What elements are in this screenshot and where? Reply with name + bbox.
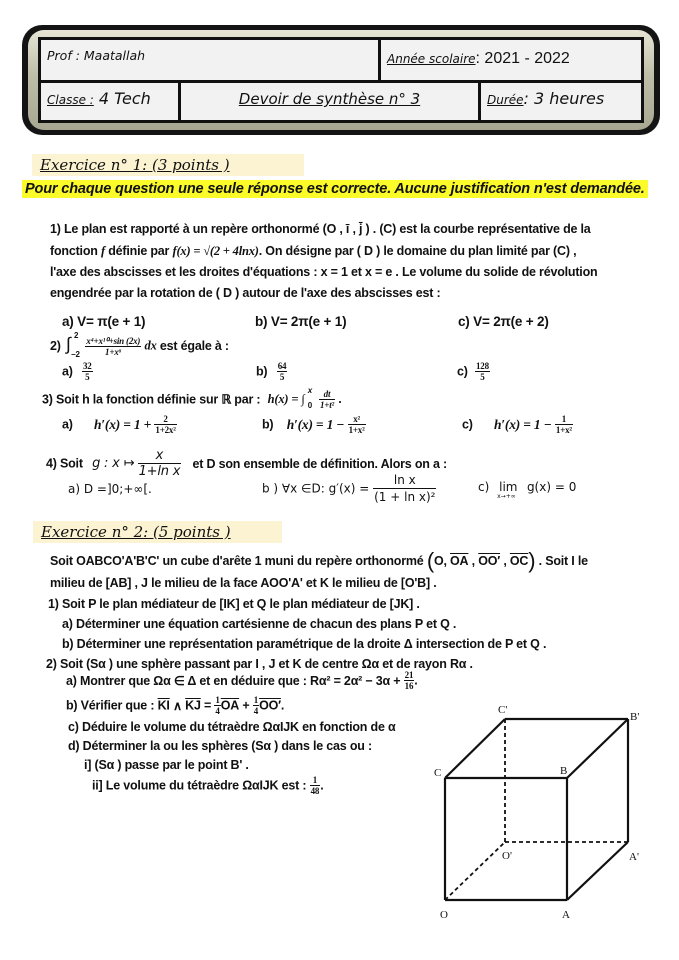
exercise-1-title: Exercice n° 1: (3 points ) bbox=[40, 156, 230, 174]
exercise-2-heading bbox=[33, 521, 282, 543]
vertex-label-A: A bbox=[562, 909, 570, 921]
q1-function-formula: f(x) = √(2 + 4lnx) bbox=[172, 244, 259, 258]
ex2-q1b: b) Déterminer une représentation paramétrique de la droite Δ intersection de P et Q . bbox=[62, 637, 547, 651]
cube-figure bbox=[420, 700, 679, 930]
fraction-denominator: 4 bbox=[253, 706, 259, 716]
fraction-denominator: (1 + ln x)² bbox=[374, 490, 436, 504]
option-fraction bbox=[555, 414, 573, 435]
ex2-q2c: c) Déduire le volume du tétraèdre ΩαIJK en fonction de α bbox=[68, 720, 396, 734]
duration-label: Durée bbox=[487, 93, 524, 107]
class-label: Classe : bbox=[47, 93, 94, 107]
class-cell bbox=[41, 83, 181, 120]
vertex-label-O: O bbox=[440, 909, 448, 921]
vertex-label-C-prime: C' bbox=[498, 704, 508, 716]
fraction-numerator: 2 bbox=[154, 414, 176, 425]
q2-suffix: est égale à : bbox=[159, 339, 229, 353]
q2-denominator: 1+x⁶ bbox=[105, 346, 122, 357]
q4-function: g : x ↦ bbox=[92, 456, 135, 471]
ex2-q1: 1) Soit P le plan médiateur de [IK] et Q le plan médiateur de [JK] . bbox=[48, 597, 420, 611]
option-fraction bbox=[82, 361, 93, 382]
integral-sign: ∫ bbox=[66, 334, 71, 354]
fraction-numerator: dt bbox=[319, 389, 335, 400]
q3-text: 3) Soit h la fonction définie sur ℝ par : bbox=[42, 392, 261, 407]
option-label: c) bbox=[478, 480, 490, 494]
vector-OA: $\overline{OA}$ bbox=[450, 554, 469, 568]
prof-cell bbox=[41, 40, 381, 83]
prof-name: Prof : Maatallah bbox=[47, 48, 146, 63]
exercise-1-instruction: Pour chaque question une seule réponse est correcte. Aucune justification n'est demandée. bbox=[22, 180, 648, 198]
header-table bbox=[38, 37, 644, 123]
ex2-q1a: a) Déterminer une équation cartésienne de chacun des plans P et Q . bbox=[62, 617, 457, 631]
option-label: b) bbox=[256, 364, 268, 379]
frame-origin: O, bbox=[433, 554, 451, 568]
q2-dx: dx bbox=[144, 338, 157, 353]
option-label: b) bbox=[262, 417, 274, 432]
q2-integrand bbox=[85, 336, 141, 357]
integral-upper-bound: 2 bbox=[74, 331, 79, 340]
ex2-q2: 2) Soit (Sα ) une sphère passant par I , J et K de centre Ωα et de rayon Rα . bbox=[46, 657, 473, 671]
vector-OC: $\overline{OC}$ bbox=[509, 554, 529, 568]
q2-integral bbox=[64, 333, 82, 359]
vector-OO-prime: OO′ bbox=[259, 698, 281, 713]
fraction-denominator: 1+x² bbox=[555, 425, 572, 435]
vertex-label-B: B bbox=[560, 765, 568, 777]
q2-option-a bbox=[62, 361, 93, 382]
separator: , bbox=[468, 554, 479, 568]
vertex-label-O-prime: O' bbox=[502, 850, 512, 862]
q2a-text: a) Montrer que Ωα ∈ Δ et en déduire que : Rα² = 2α² − 3α + bbox=[66, 674, 401, 688]
q1-line1: 1) Le plan est rapporté à un repère orthonormé (O , ī , j̄ ) . (C) est la courbe représentative de la bbox=[50, 222, 591, 236]
vertex-label-A-prime: A' bbox=[629, 851, 639, 863]
ex2-q2b: b) Vérifier que : $\overline{KI}$ ∧ $\overline{KJ}$ = $\frac{1}{4}$ $\overline{OA}$ + $\frac{1}{4}$ OO′. bbox=[66, 695, 285, 716]
integral-lower-bound: 0 bbox=[307, 401, 312, 410]
ex2-intro-line1: Soit OABCO'A'B'C' un cube d'arête 1 muni du repère orthonormé (O, $\overline{OA}$ , OO′ , $\overline{OC}$) . Soit I le bbox=[50, 548, 588, 573]
option-text: a) D =]0;+∞[. bbox=[68, 482, 152, 496]
class-value: 4 Tech bbox=[98, 89, 151, 108]
fraction-numerator: 128 bbox=[476, 361, 489, 371]
ex2-q2d-i: i] (Sα ) passe par le point B' . bbox=[84, 758, 249, 772]
q3-statement: 3) Soit h la fonction définie sur ℝ par : h(x) = ∫ x 0 $\frac{dt}{\text{1+t²}}$ . bbox=[42, 386, 342, 410]
q1-option-b: b) V= 2π(e + 1) bbox=[255, 314, 347, 329]
fraction-denominator: 1+2x² bbox=[155, 425, 176, 435]
vector-KI: $\overline{KI}$ bbox=[157, 698, 170, 713]
option-text: b ) ∀x ∈D: g′(x) = bbox=[262, 481, 370, 496]
q3-formula: h(x) = ∫ bbox=[267, 391, 305, 406]
q3-option-c bbox=[462, 414, 573, 435]
plus-sign: + bbox=[239, 698, 253, 713]
equals-sign: = bbox=[200, 698, 215, 713]
option-label: a) bbox=[62, 364, 73, 379]
separator: , bbox=[500, 554, 510, 568]
q4-fraction bbox=[138, 448, 182, 479]
q1-line4: engendrée par la rotation de ( D ) autour de l'axe des abscisses est : bbox=[50, 286, 441, 300]
fraction-numerator: x² bbox=[348, 414, 366, 425]
q2-number: 2) bbox=[50, 339, 61, 353]
q2dii-text: ii] Le volume du tétraèdre ΩαIJK est : bbox=[92, 778, 307, 793]
fraction-denominator: 1+t² bbox=[319, 399, 334, 410]
ex2-q2d-ii: ii] Le volume du tétraèdre ΩαIJK est : $\frac{1}{48}$ . bbox=[92, 775, 324, 796]
intro-text: Soit OABCO'A'B'C' un cube d'arête 1 muni du repère orthonormé bbox=[50, 554, 427, 568]
fraction-denominator: 5 bbox=[85, 372, 90, 382]
q1-option-c: c) V= 2π(e + 2) bbox=[458, 314, 549, 329]
year-cell bbox=[381, 40, 641, 83]
edge-B-Bp bbox=[567, 719, 628, 778]
fraction-denominator: 16 bbox=[404, 681, 414, 691]
fraction-numerator: 1 bbox=[555, 414, 573, 425]
q2-statement bbox=[50, 333, 229, 359]
option-expression: h′(x) = 1 + bbox=[94, 416, 152, 432]
q4-option-a bbox=[68, 482, 152, 496]
q1-text: . On désigne par ( D ) le domaine du plan limité par (C) , bbox=[258, 244, 577, 258]
q1-f-symbol: f bbox=[100, 244, 105, 258]
q3-option-b bbox=[262, 414, 366, 435]
exam-title-cell bbox=[181, 83, 481, 120]
q1-line2 bbox=[50, 244, 576, 259]
hidden-edge-O-Op bbox=[445, 842, 505, 900]
integral-upper-bound: x bbox=[307, 386, 312, 395]
option-fraction bbox=[348, 414, 366, 435]
q2a-fraction bbox=[404, 670, 415, 691]
q1-text: définie par bbox=[104, 244, 173, 258]
q2b-text: b) Vérifier que : bbox=[66, 698, 155, 713]
edge-A-Ap bbox=[567, 842, 628, 900]
fraction-denominator: 4 bbox=[215, 706, 220, 716]
q2-option-c bbox=[457, 361, 490, 382]
q4-prefix: 4) Soit bbox=[46, 456, 83, 471]
option-label: a) bbox=[62, 417, 73, 432]
volume-fraction bbox=[310, 775, 321, 796]
q4-option-c bbox=[478, 480, 577, 500]
option-fraction bbox=[277, 361, 288, 382]
ex2-q2d: d) Déterminer la ou les sphères (Sα ) dans le cas ou : bbox=[68, 739, 372, 753]
lim-subscript: x→+∞ bbox=[497, 493, 516, 500]
integral-lower-bound: −2 bbox=[71, 350, 80, 359]
option-fraction bbox=[154, 414, 176, 435]
exercise-2-title: Exercice n° 2: (5 points ) bbox=[41, 523, 231, 541]
fraction-numerator: 21 bbox=[404, 670, 414, 680]
option-expression: h′(x) = 1 − bbox=[286, 416, 345, 432]
q4-suffix: et D son ensemble de définition. Alors on a : bbox=[192, 456, 447, 471]
ex2-q2a: a) Montrer que Ωα ∈ Δ et en déduire que : Rα² = 2α² − 3α + $\frac{21}{16}$ . bbox=[66, 670, 418, 691]
q4-option-b bbox=[262, 472, 436, 505]
vector-OO-prime: OO′ bbox=[478, 554, 501, 568]
fraction-numerator: 1 bbox=[215, 695, 220, 705]
exam-title: Devoir de synthèse n° 3 bbox=[238, 90, 421, 108]
cross-product-operator: ∧ bbox=[169, 699, 186, 713]
option-expression: g(x) = 0 bbox=[526, 480, 577, 494]
fraction-numerator: 1 bbox=[253, 695, 259, 705]
vertex-label-C: C bbox=[434, 767, 442, 779]
vertex-label-B-prime: B' bbox=[630, 711, 640, 723]
option-label: c) bbox=[457, 364, 468, 379]
fraction-numerator: ln x bbox=[373, 472, 436, 489]
edge-C-Cp bbox=[445, 719, 505, 778]
option-expression: h′(x) = 1 − bbox=[494, 416, 552, 432]
q1-line3: l'axe des abscisses et les droites d'équations : x = 1 et x = e . Le volume du solide de révolution bbox=[50, 265, 598, 279]
fraction-denominator: 5 bbox=[279, 372, 285, 382]
q3-fraction bbox=[319, 389, 335, 410]
vector-KJ: $\overline{KJ}$ bbox=[185, 698, 201, 713]
limit-operator bbox=[497, 480, 523, 500]
q2-numerator: x⁴+x¹⁰+sin (2x) bbox=[86, 335, 141, 346]
q1-option-a: a) V= π(e + 1) bbox=[62, 314, 146, 329]
fraction-numerator: 32 bbox=[83, 361, 92, 371]
fraction-denominator: 48 bbox=[310, 786, 320, 796]
q1-text: fonction bbox=[50, 244, 101, 258]
fraction-denominator: 1+ln x bbox=[138, 464, 181, 479]
option-label: c) bbox=[462, 417, 473, 432]
year-label: Année scolaire bbox=[387, 52, 476, 66]
exercise-1-heading bbox=[32, 154, 304, 176]
q3-bounds bbox=[308, 388, 316, 410]
lim-text: lim bbox=[499, 480, 518, 494]
fraction-numerator: 1 bbox=[310, 775, 321, 786]
year-value: : 2021 - 2022 bbox=[475, 50, 570, 67]
intro-text: . Soit I le bbox=[535, 554, 588, 568]
duration-cell bbox=[481, 83, 641, 120]
q3-option-a bbox=[62, 414, 177, 435]
fraction-numerator: 64 bbox=[277, 361, 287, 371]
option-fraction bbox=[475, 361, 490, 382]
fraction-numerator: x bbox=[138, 448, 182, 464]
q2-option-b bbox=[256, 361, 287, 382]
fraction-denominator: 5 bbox=[480, 372, 485, 382]
option-fraction bbox=[373, 472, 436, 505]
duration-value: : 3 heures bbox=[523, 89, 605, 108]
ex2-intro-line2: milieu de [AB] , J le milieu de la face AOO'A' et K le milieu de [O'B] . bbox=[50, 576, 437, 590]
vector-OA: $\overline{OA}$ bbox=[220, 698, 240, 713]
fraction-denominator: 1+x² bbox=[348, 425, 365, 435]
